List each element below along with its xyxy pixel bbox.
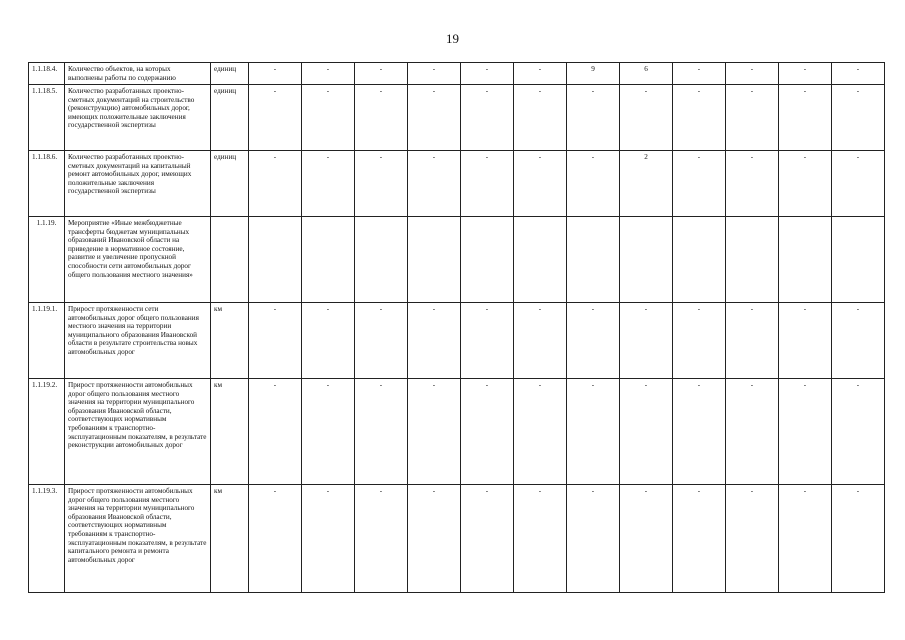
row-value-cell: - [673, 485, 726, 593]
row-value-cell: - [355, 379, 408, 485]
row-value-cell: - [620, 485, 673, 593]
row-value-cell: - [302, 63, 355, 85]
row-code: 1.1.19. [29, 217, 65, 303]
row-value-cell: - [249, 63, 302, 85]
row-unit: единиц [211, 151, 249, 217]
row-value-cell: - [249, 379, 302, 485]
row-value-cell: - [355, 63, 408, 85]
row-unit: единиц [211, 63, 249, 85]
row-value-cell [832, 217, 885, 303]
row-value-cell: - [355, 151, 408, 217]
row-value-cell: - [461, 303, 514, 379]
row-value-cell: - [461, 85, 514, 151]
row-code: 1.1.19.3. [29, 485, 65, 593]
row-value-cell: - [567, 303, 620, 379]
row-value-cell: - [461, 379, 514, 485]
row-value-cell [673, 217, 726, 303]
row-value-cell: - [673, 151, 726, 217]
row-value-cell [461, 217, 514, 303]
row-description: Прирост протяженности автомобильных дорог общего пользования местного значения на территории муниципального образования Ивановской области, соответствующих нормативным требованиям к транспортно-эксплуатационным показателям, в результате реконструкции автомобильных дорог [65, 379, 211, 485]
row-value-cell: - [620, 85, 673, 151]
table-row [29, 85, 885, 151]
row-value-cell: - [832, 303, 885, 379]
row-value-cell: - [514, 63, 567, 85]
row-value-cell: - [620, 379, 673, 485]
row-value-cell: - [726, 379, 779, 485]
row-value-cell: - [302, 85, 355, 151]
row-value-cell: - [514, 485, 567, 593]
row-code: 1.1.18.4. [29, 63, 65, 85]
row-value-cell [779, 217, 832, 303]
row-value-cell: - [832, 63, 885, 85]
table-row [29, 485, 885, 593]
table-row [29, 303, 885, 379]
row-value-cell [302, 217, 355, 303]
table-row [29, 217, 885, 303]
table-row [29, 379, 885, 485]
row-description: Количество разработанных проектно-сметных документаций на капитальный ремонт автомобильных дорог, имеющих положительные заключения государственной экспертизы [65, 151, 211, 217]
row-value-cell: - [408, 85, 461, 151]
row-value-cell: - [567, 151, 620, 217]
row-value-cell: - [567, 379, 620, 485]
row-value-cell: - [514, 85, 567, 151]
row-value-cell: - [249, 485, 302, 593]
row-unit: км [211, 485, 249, 593]
row-value-cell: - [779, 63, 832, 85]
row-value-cell [408, 217, 461, 303]
row-description: Прирост протяженности сети автомобильных дорог общего пользования местного значения на территории муниципального образования Ивановской области в результате строительства новых автомобильных дорог [65, 303, 211, 379]
row-description: Мероприятие «Иные межбюджетные трансферты бюджетам муниципальных образований Ивановской области на приведение в нормативное состояние, развитие и увеличение пропускной способности сети автомобильных дорог общего пользования местного значения» [65, 217, 211, 303]
row-value-cell: - [461, 485, 514, 593]
row-value-cell: - [673, 379, 726, 485]
row-value-cell: - [355, 85, 408, 151]
row-value-cell: - [408, 485, 461, 593]
row-value-cell: - [355, 303, 408, 379]
row-value-cell: - [726, 485, 779, 593]
row-value-cell: - [726, 303, 779, 379]
row-value-cell: - [302, 379, 355, 485]
row-value-cell: 6 [620, 63, 673, 85]
row-value-cell [249, 217, 302, 303]
row-value-cell: - [249, 85, 302, 151]
row-value-cell: - [408, 303, 461, 379]
row-value-cell: - [408, 379, 461, 485]
row-description: Прирост протяженности автомобильных дорог общего пользования местного значения на территории муниципального образования Ивановской области, соответствующих нормативным требованиям к транспортно-эксплуатационным показателям, в результате капитального ремонта и ремонта автомобильных дорог [65, 485, 211, 593]
table-row [29, 151, 885, 217]
row-value-cell: - [408, 151, 461, 217]
row-unit: км [211, 303, 249, 379]
row-code: 1.1.18.5. [29, 85, 65, 151]
row-value-cell [514, 217, 567, 303]
row-value-cell [355, 217, 408, 303]
row-value-cell: - [514, 303, 567, 379]
row-value-cell: - [620, 303, 673, 379]
row-value-cell: - [461, 151, 514, 217]
row-description: Количество разработанных проектно-сметных документаций на строительство (реконструкцию) автомобильных дорог, имеющих положительные заключения государственной экспертизы [65, 85, 211, 151]
row-value-cell: - [302, 303, 355, 379]
row-value-cell: - [673, 63, 726, 85]
row-value-cell: - [726, 151, 779, 217]
row-value-cell: - [726, 85, 779, 151]
row-value-cell: - [355, 485, 408, 593]
row-value-cell: - [302, 151, 355, 217]
row-value-cell: - [514, 151, 567, 217]
row-value-cell: - [779, 379, 832, 485]
row-value-cell: - [249, 303, 302, 379]
row-value-cell: - [673, 303, 726, 379]
row-description: Количество объектов, на которых выполнены работы по содержанию [65, 63, 211, 85]
row-value-cell: - [832, 485, 885, 593]
row-value-cell: - [461, 63, 514, 85]
row-value-cell: - [514, 379, 567, 485]
row-unit [211, 217, 249, 303]
row-value-cell: - [779, 85, 832, 151]
row-code: 1.1.19.1. [29, 303, 65, 379]
row-value-cell: - [673, 85, 726, 151]
indicators-table [28, 62, 885, 593]
row-unit: единиц [211, 85, 249, 151]
row-value-cell: - [832, 151, 885, 217]
row-value-cell: - [779, 151, 832, 217]
row-value-cell: - [567, 85, 620, 151]
row-value-cell: 2 [620, 151, 673, 217]
row-value-cell: - [408, 63, 461, 85]
table-row [29, 63, 885, 85]
row-value-cell [567, 217, 620, 303]
row-value-cell [620, 217, 673, 303]
row-unit: км [211, 379, 249, 485]
row-code: 1.1.18.6. [29, 151, 65, 217]
row-value-cell: - [726, 63, 779, 85]
row-value-cell [726, 217, 779, 303]
row-code: 1.1.19.2. [29, 379, 65, 485]
page-number: 19 [446, 31, 459, 46]
row-value-cell: - [567, 485, 620, 593]
row-value-cell: - [779, 485, 832, 593]
row-value-cell: - [249, 151, 302, 217]
row-value-cell: 9 [567, 63, 620, 85]
row-value-cell: - [832, 85, 885, 151]
row-value-cell: - [779, 303, 832, 379]
row-value-cell: - [832, 379, 885, 485]
row-value-cell: - [302, 485, 355, 593]
